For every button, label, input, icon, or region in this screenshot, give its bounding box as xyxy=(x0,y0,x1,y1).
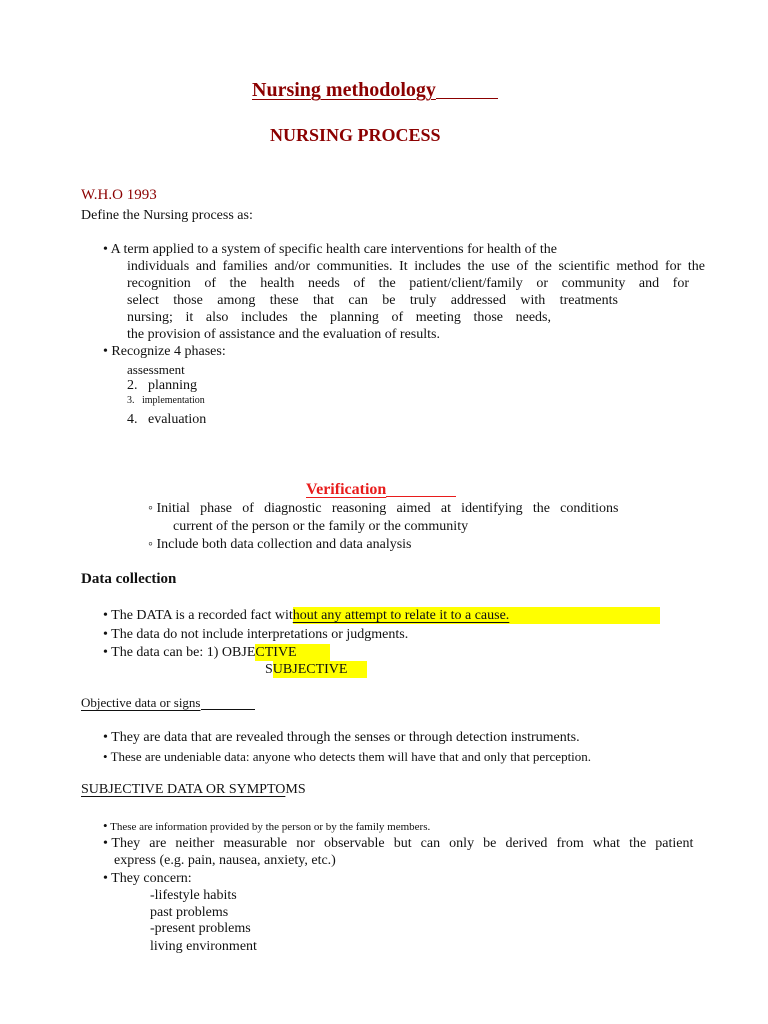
subjective-bullet-3: • They concern: xyxy=(103,871,192,886)
bullet-icon: • xyxy=(103,242,108,257)
subjective-bullet-2-line2: express (e.g. pain, nausea, anxiety, etc.) xyxy=(114,853,336,868)
who-bullet-1-line3: recognition of the health needs of the patient/client/family or community and for xyxy=(127,276,689,291)
circle-bullet-icon: ◦ xyxy=(148,501,153,516)
who-heading: W.H.O 1993 xyxy=(81,187,157,203)
phase-item: 3. implementation xyxy=(127,395,205,406)
verification-item-1-line2: current of the person or the family or the community xyxy=(173,519,469,534)
who-bullet-1-line2: individuals and families and/or communities. It includes the use of the scientific method for the xyxy=(127,259,705,274)
highlighted-text: hout any attempt to relate it to a cause. xyxy=(293,607,660,624)
bullet-icon: • xyxy=(103,818,108,833)
who-bullet-1-line6: the provision of assistance and the evaluation of results. xyxy=(127,327,440,342)
bullet-icon: • xyxy=(103,730,108,745)
verification-heading: Verification xyxy=(306,480,456,499)
highlighted-text: CTIVE xyxy=(255,644,330,661)
subjective-bullet-1: • These are information provided by the person or by the family members. xyxy=(103,818,431,833)
concern-item: living environment xyxy=(150,939,257,954)
bullet-icon: • xyxy=(103,627,108,642)
data-collection-heading: Data collection xyxy=(81,571,177,587)
bullet-icon: • xyxy=(103,608,108,623)
verification-item-2: ◦ Include both data collection and data analysis xyxy=(148,537,412,552)
who-bullet-1-line5: nursing; it also includes the planning of meeting those needs, xyxy=(127,310,551,325)
bullet-icon: • xyxy=(103,645,108,660)
bullet-icon: • xyxy=(103,836,108,851)
circle-bullet-icon: ◦ xyxy=(148,537,153,552)
bullet-icon: • xyxy=(103,871,108,886)
page-title: Nursing methodology xyxy=(252,78,498,102)
data-collection-subjective: SUBJECTIVE xyxy=(265,661,367,678)
data-collection-bullet-1: • The DATA is a recorded fact without any attempt to relate it to a cause. xyxy=(103,607,660,624)
who-bullet-1-line4: select those among these that can be truly addressed with treatments xyxy=(127,293,618,308)
who-bullet-1: • A term applied to a system of specific health care interventions for health of the xyxy=(103,242,557,257)
concern-item: -lifestyle habits xyxy=(150,888,237,903)
who-define: Define the Nursing process as: xyxy=(81,208,253,223)
data-collection-bullet-2: • The data do not include interpretations or judgments. xyxy=(103,627,409,642)
phase-item: 2. planning xyxy=(127,378,197,393)
phase-item: 4. evaluation xyxy=(127,412,207,427)
verification-item-1: ◦ Initial phase of diagnostic reasoning aimed at identifying the conditions xyxy=(148,501,619,516)
subjective-heading: SUBJECTIVE DATA OR SYMPTOMS xyxy=(81,782,306,797)
concern-item: past problems xyxy=(150,905,229,920)
bullet-icon: • xyxy=(103,749,108,764)
highlighted-text: UBJECTIVE xyxy=(273,661,367,678)
page-subtitle: NURSING PROCESS xyxy=(270,125,441,145)
objective-bullet-1: • They are data that are revealed through the senses or through detection instruments. xyxy=(103,730,580,745)
data-collection-bullet-3: • The data can be: 1) OBJECTIVE xyxy=(103,644,330,661)
bullet-icon: • xyxy=(103,344,108,359)
who-bullet-2: • Recognize 4 phases: xyxy=(103,344,226,359)
phase-item: assessment xyxy=(127,362,185,377)
subjective-bullet-2: • They are neither measurable nor observable but can only be derived from what the patient xyxy=(103,836,694,851)
objective-heading: Objective data or signs xyxy=(81,695,255,711)
concern-item: -present problems xyxy=(150,921,251,936)
objective-bullet-2: • These are undeniable data: anyone who detects them will have that and only that perception. xyxy=(103,749,592,764)
